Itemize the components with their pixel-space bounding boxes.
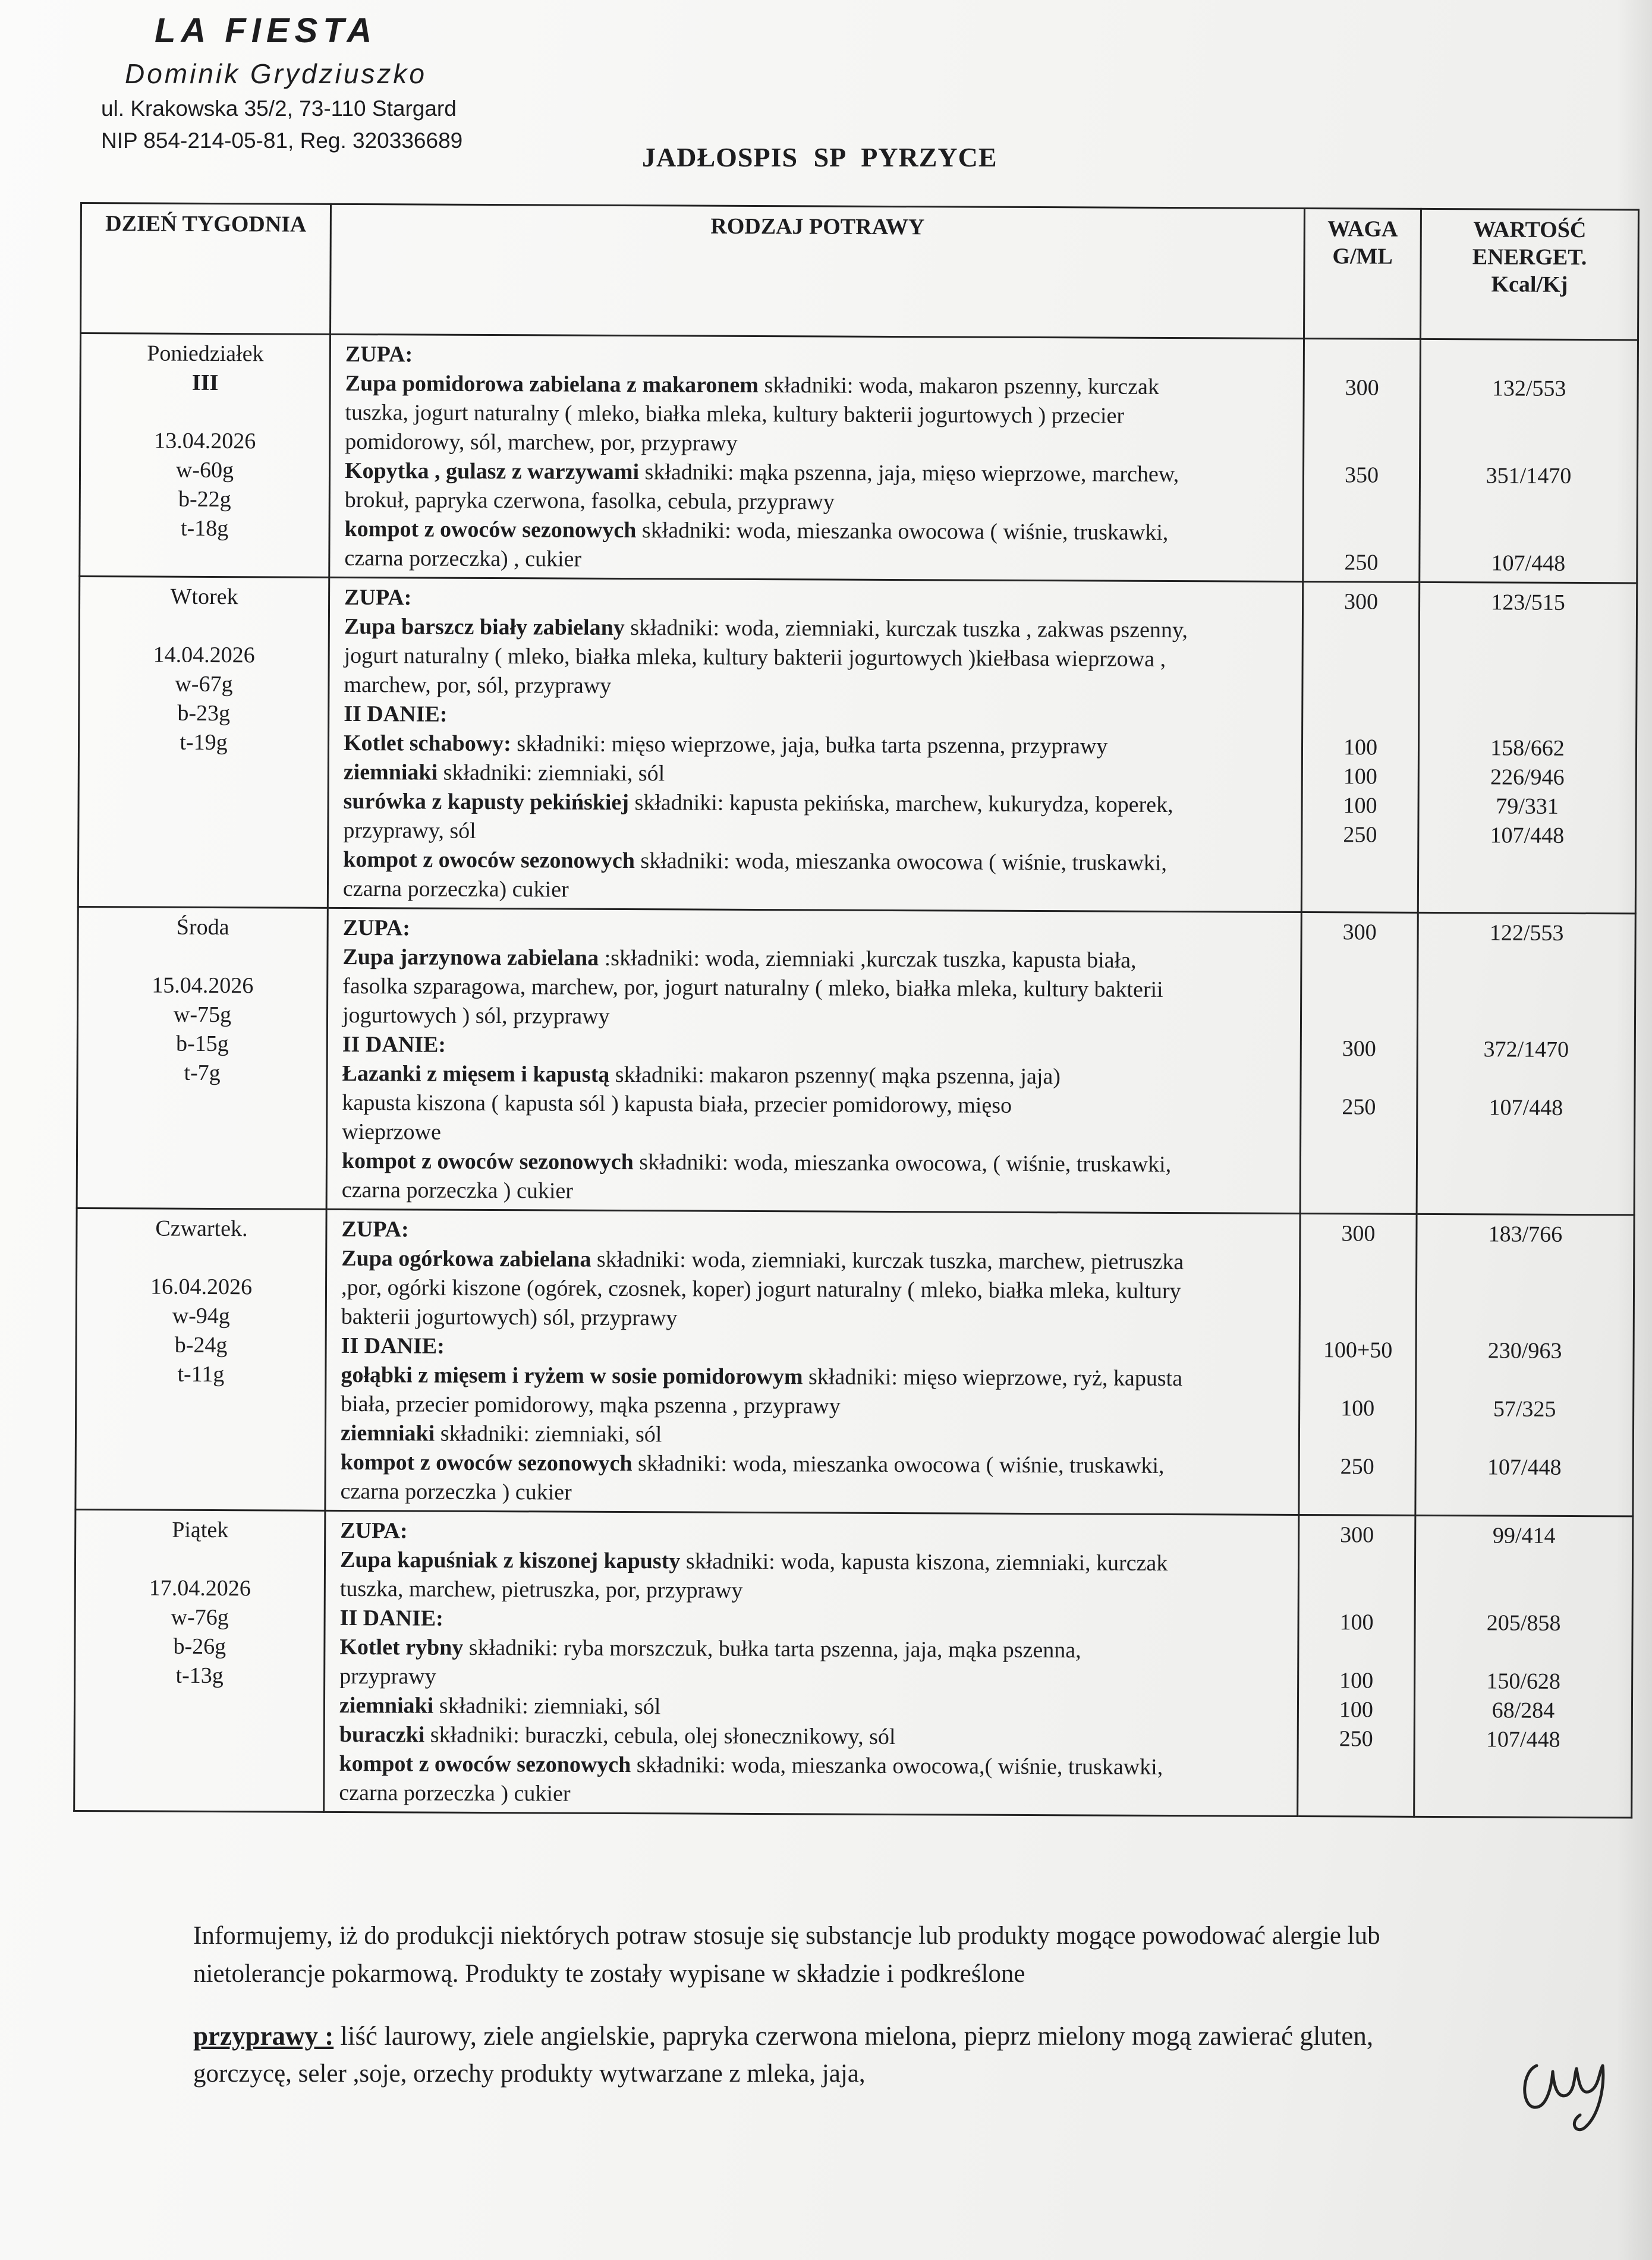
weight-value [1301,1783,1411,1812]
energy-value [1421,977,1632,1007]
table-row [77,906,1635,1214]
energy-value: 57/325 [1493,1396,1556,1422]
weight-value [1307,432,1417,461]
weight-value [1304,1122,1414,1151]
dish-line: Zupa ogórkowa zabielana składniki: woda, ziemniaki, kurczak tuszka, marchew, pietruszka [341,1245,1184,1275]
dish-line: Kotlet rybny składniki: ryba morszczuk, bułka tarta pszenna, jaja, mąka pszenna, [339,1634,1081,1663]
weight-value: 100 [1343,793,1377,819]
energy-value [1417,1783,1628,1814]
energy-value [1421,948,1632,978]
dish-line: II DANIE: [344,701,448,727]
energy-value [1422,675,1633,706]
weight-value: 100 [1341,1396,1375,1421]
energy-value [1421,879,1632,909]
dish-line: kompot z owoców sezonowych składniki: woda, mieszanka owocowa ( wiśnie, truskawki, [340,1449,1165,1478]
spices-label: przyprawy : [193,2021,334,2051]
weight-value: 100 [1343,735,1378,760]
energy-value [1423,490,1634,521]
table-row [78,577,1637,914]
day-date: 13.04.2026 [154,428,256,454]
nutrient-t: t-11g [177,1361,225,1387]
weight-value: 100 [1343,764,1377,789]
weight-value [1304,1005,1414,1035]
energy-value [1423,520,1634,550]
dish-line: Łazanki z mięsem i kapustą składniki: makaron pszenny( mąka pszenna, jaja) [342,1060,1061,1090]
energy-value [1420,1307,1631,1337]
dish-line: ZUPA: [340,1518,408,1544]
energy-cell [1415,1214,1634,1516]
table-row [75,1208,1634,1516]
energy-value: 205/858 [1486,1610,1561,1636]
weight-value [1305,849,1415,879]
energy-value: 230/963 [1487,1338,1562,1364]
energy-value: 226/946 [1490,764,1565,790]
energy-cell [1420,339,1638,583]
dish-line: przyprawy [339,1663,436,1689]
dish-cell [325,1209,1300,1515]
energy-value: 79/331 [1496,794,1559,819]
allergen-notice [193,1917,1560,2093]
dish-line: ZUPA: [342,915,411,941]
nutrient-w: w-94g [172,1303,230,1329]
energy-cell [1417,912,1635,1215]
energy-value: 107/448 [1487,1455,1562,1480]
weight-value: 300 [1343,589,1379,615]
weight-value [1307,344,1417,374]
day-date: 15.04.2026 [152,972,254,999]
energy-value: 99/414 [1492,1523,1556,1548]
energy-value: 351/1470 [1486,463,1572,489]
spacer [81,1243,322,1273]
dish-line: przyprawy, sól [343,817,476,843]
nutrient-b: b-23g [177,700,231,726]
weight-value [1306,646,1416,675]
energy-value [1418,1579,1629,1610]
energy-value [1422,704,1633,735]
column-header-energy [1421,209,1639,340]
weight-value [1304,1063,1414,1093]
dish-line: jogurt naturalny ( mleko, białka mleka, kultury bakterii jogurtowych )kiełbasa wieprzowa , [344,643,1166,672]
weight-value [1301,1754,1411,1783]
nutrient-w: w-75g [173,1002,232,1028]
table-row [74,1509,1633,1817]
weight-value: 300 [1340,1522,1374,1548]
handwritten-signature [1510,2039,1629,2134]
dish-cell [328,577,1302,912]
weight-value [1305,879,1415,908]
dish-line: ziemniaki składniki: ziemniaki, sól [340,1420,662,1447]
weight-value [1303,1248,1413,1278]
company-address: ul. Krakowska 35/2, 73-110 Stargard [101,96,457,121]
nutrient-w: w-67g [175,671,233,697]
weight-value [1302,1423,1412,1453]
day-name: Piątek [172,1517,229,1543]
owner-name: Dominik Grydziuszko [125,58,427,89]
weight-value: 250 [1344,550,1379,575]
spacer [82,942,323,972]
day-cell [80,333,331,578]
weight-value [1304,1180,1414,1210]
weight-value: 250 [1342,1094,1376,1120]
weight-value [1304,947,1414,977]
dish-line: brokuł, papryka czerwona, fasolka, cebula, przyprawy [344,487,835,515]
spices-note [193,2017,1560,2055]
weight-value [1302,1365,1412,1395]
dish-line: Zupa jarzynowa zabielana :składniki: woda, ziemniaki ,kurczak tuszka, kapusta biała, [342,944,1137,973]
dish-line: Zupa kapuśniak z kiszonej kapusty składniki: woda, kapusta kiszona, ziemniaki, kurczak [339,1547,1168,1576]
dish-line: ziemniaki składniki: ziemniaki, sól [339,1692,661,1720]
energy-value: 107/448 [1489,1095,1563,1120]
weight-value: 100 [1339,1610,1374,1635]
nutrient-t: t-19g [180,729,228,756]
energy-value [1421,850,1632,880]
nutrient-t: t-18g [180,515,229,542]
weight-value: 300 [1342,1036,1376,1062]
energy-header-line2: Kcal/Kj [1491,272,1568,297]
brand-name: LA FIESTA [155,11,377,50]
energy-value [1423,646,1634,676]
weight-value [1305,675,1415,704]
spacer [80,1544,320,1575]
dish-line: Kopytka , gulasz z warzywami składniki: mąka pszenna, jaja, mięso wieprzowe, marchew, [344,458,1179,487]
day-date: 17.04.2026 [149,1575,251,1601]
dish-line: ZUPA: [341,1216,409,1242]
day-name: Czwartek. [155,1216,248,1242]
day-date: 14.04.2026 [153,642,255,668]
energy-value: 183/766 [1488,1222,1563,1247]
energy-value: 107/448 [1491,550,1566,576]
weight-value [1307,490,1417,520]
energy-value [1418,1550,1629,1581]
weight-value: 250 [1343,822,1377,848]
weight-value: 300 [1345,375,1379,401]
day-cell [78,577,329,908]
dish-line: kapusta kiszona ( kapusta sól ) kapusta biała, przecier pomidorowy, mięso [342,1090,1012,1118]
weight-cell [1298,1515,1415,1817]
weight-value: 100 [1339,1668,1374,1694]
day-cell [74,1509,325,1812]
dish-line: biała, przecier pomidorowy, mąka pszenna , przyprawy [341,1391,841,1419]
weight-value [1301,1637,1411,1667]
energy-value [1419,1424,1630,1454]
allergen-notice-line1: Informujemy, iż do produkcji niektórych potraw stosuje się substancje lub produkty mogące powodować alergie lub [193,1922,1380,1950]
dish-line: ,por, ogórki kiszone (ogórek, czosnek, koper) jogurt naturalny ( mleko, białka mleka, kultury [341,1274,1181,1304]
energy-value [1420,1122,1631,1153]
weight-value [1304,976,1414,1006]
weight-value: 100+50 [1323,1337,1393,1363]
weight-value [1306,519,1416,549]
company-header [101,7,462,157]
energy-value [1420,1249,1631,1279]
energy-value [1418,1482,1629,1512]
dish-line: kompot z owoców sezonowych składniki: woda, mieszanka owocowa,( wiśnie, truskawki, [339,1751,1163,1780]
dish-line: czarna porzeczka) cukier [342,876,569,902]
energy-value [1420,1181,1631,1211]
dish-line: czarna porzeczka ) cukier [340,1478,572,1505]
weight-value: 350 [1344,462,1379,488]
weight-cell [1299,1213,1417,1515]
weight-value [1303,1307,1413,1336]
nutrient-b: b-15g [175,1031,229,1057]
energy-value: 372/1470 [1483,1037,1569,1062]
dish-line: ZUPA: [345,341,413,367]
dish-line: Zupa barszcz biały zabielany składniki: woda, ziemniaki, kurczak tuszka , zakwas pszenny, [344,613,1188,643]
energy-value [1423,617,1634,647]
dish-line: tuszka, marchew, pietruszka, por, przyprawy [339,1576,743,1603]
week-number: III [191,370,219,396]
energy-value [1417,1754,1628,1784]
nutrient-w: w-60g [175,457,234,483]
nutrient-t: t-13g [175,1663,224,1689]
column-header-weight: WAGA G/ML [1304,208,1421,339]
dish-line: tuszka, jogurt naturalny ( mleko, białka mleka, kultury bakterii jogurtowych ) przecier [345,399,1125,429]
day-cell [77,906,328,1209]
energy-header-line1: WARTOŚĆ ENERGET. [1472,217,1587,270]
dish-line: II DANIE: [339,1605,443,1631]
energy-value [1423,432,1634,462]
weight-value [1305,704,1415,734]
energy-value [1420,1064,1631,1094]
nutrient-b: b-24g [174,1332,228,1358]
dish-line: fasolka szparagowa, marchew, por, jogurt naturalny ( mleko, białka mleka, kultury bakterii [342,973,1163,1002]
nutrient-b: b-22g [178,486,231,512]
dish-line: II DANIE: [341,1333,445,1359]
spacer [84,397,325,427]
dish-line: bakterii jogurtowych) sól, przyprawy [341,1304,678,1331]
weight-cell [1303,338,1421,582]
day-name: Środa [176,914,229,940]
dish-line: kompot z owoców sezonowych składniki: woda, mieszanka owocowa, ( wiśnie, truskawki, [341,1148,1172,1178]
table-header-row [81,203,1639,340]
weight-cell [1300,912,1418,1214]
energy-value: 158/662 [1490,735,1565,761]
dish-cell [329,334,1304,581]
weight-value [1303,1277,1413,1307]
document-title: JADŁOSPIS SP PYRZYCE [642,142,998,172]
column-header-dish: RODZAJ POTRAWY [331,204,1305,338]
energy-value [1424,345,1635,375]
dish-line: pomidorowy, sól, marchew, por, przyprawy [345,429,738,456]
energy-value [1421,1006,1632,1036]
day-cell [75,1208,326,1510]
weight-value [1302,1481,1412,1511]
menu-table [73,202,1640,1818]
weight-value [1307,402,1417,432]
energy-value [1420,1278,1631,1308]
nutrient-w: w-76g [171,1604,229,1631]
dish-line: II DANIE: [342,1031,446,1057]
day-date: 16.04.2026 [150,1274,253,1300]
dish-line: kompot z owoców sezonowych składniki: woda, mieszanka owocowa ( wiśnie, truskawki, [343,846,1167,876]
dish-cell [326,908,1301,1213]
dish-line: Zupa pomidorowa zabielana z makaronem składniki: woda, makaron pszenny, kurczak [345,370,1160,399]
weight-value [1304,1151,1414,1181]
dish-line: kompot z owoców sezonowych składniki: woda, mieszanka owocowa ( wiśnie, truskawki, [344,516,1169,545]
weight-value: 250 [1340,1454,1374,1480]
table-row [80,333,1638,583]
weight-value [1306,616,1416,646]
dish-line: marchew, por, sól, przyprawy [344,672,612,698]
energy-value [1418,1638,1629,1668]
weight-value: 250 [1339,1726,1373,1752]
energy-value: 150/628 [1486,1669,1561,1694]
nutrient-b: b-26g [173,1633,226,1660]
nutrient-t: t-7g [184,1060,221,1086]
energy-cell [1418,582,1637,914]
spices-text: liść laurowy, ziele angielskie, papryka czerwona mielona, pieprz mielony mogą zawierać gluten, [340,2021,1374,2051]
spacer [84,611,325,641]
column-header-day: DZIEŃ TYGODNIA [81,203,331,335]
dish-line: ziemniaki składniki: ziemniaki, sól [343,759,665,786]
dish-line: czarna porzeczka ) cukier [341,1177,574,1204]
day-name: Wtorek [170,584,238,610]
energy-value [1423,403,1634,433]
energy-value: 107/448 [1490,823,1565,848]
day-name: Poniedziałek [147,341,264,367]
dish-line: buraczki składniki: buraczki, cebula, olej słonecznikowy, sól [339,1721,896,1750]
dish-line: jogurtowych ) sól, przyprawy [342,1002,610,1029]
energy-value: 107/448 [1486,1727,1560,1752]
energy-value: 132/553 [1491,376,1566,401]
dish-line: ZUPA: [344,584,412,610]
dish-line: Kotlet schabowy: składniki: mięso wieprzowe, jaja, bułka tarta pszenna, przyprawy [343,730,1108,759]
energy-value: 68/284 [1491,1698,1555,1723]
energy-value [1420,1151,1631,1182]
dish-line: wieprzowe [342,1119,441,1145]
allergen-notice-line2: nietolerancje pokarmową. Produkty te zostały wypisane w składzie i podkreślone [193,1960,1025,1988]
menu-body [74,333,1638,1818]
dish-line: gołąbki z mięsem i ryżem w sosie pomidorowym składniki: mięso wieprzowe, ryż, kapusta [341,1362,1183,1392]
dish-cell [324,1510,1299,1816]
dish-line: czarna porzeczka ) cukier [339,1780,571,1806]
weight-cell [1301,581,1419,912]
weight-value: 300 [1342,920,1377,945]
weight-value [1302,1550,1412,1579]
spices-text-line2: gorczycę, seler ,soje, orzechy produkty wytwarzane z mleka, jaja, [193,2060,866,2088]
energy-value [1419,1365,1630,1396]
energy-cell [1414,1515,1633,1818]
energy-value: 122/553 [1489,920,1564,946]
weight-value: 100 [1339,1697,1374,1723]
dish-line: czarna porzeczka) , cukier [344,545,582,572]
energy-value: 123/515 [1491,590,1565,615]
dish-line: surówka z kapusty pekińskiej składniki: kapusta pekińska, marchew, kukurydza, koperek, [343,788,1173,818]
weight-value [1302,1579,1412,1609]
company-nip: NIP 854-214-05-81, Reg. 320336689 [101,128,463,153]
weight-value: 300 [1341,1221,1376,1247]
